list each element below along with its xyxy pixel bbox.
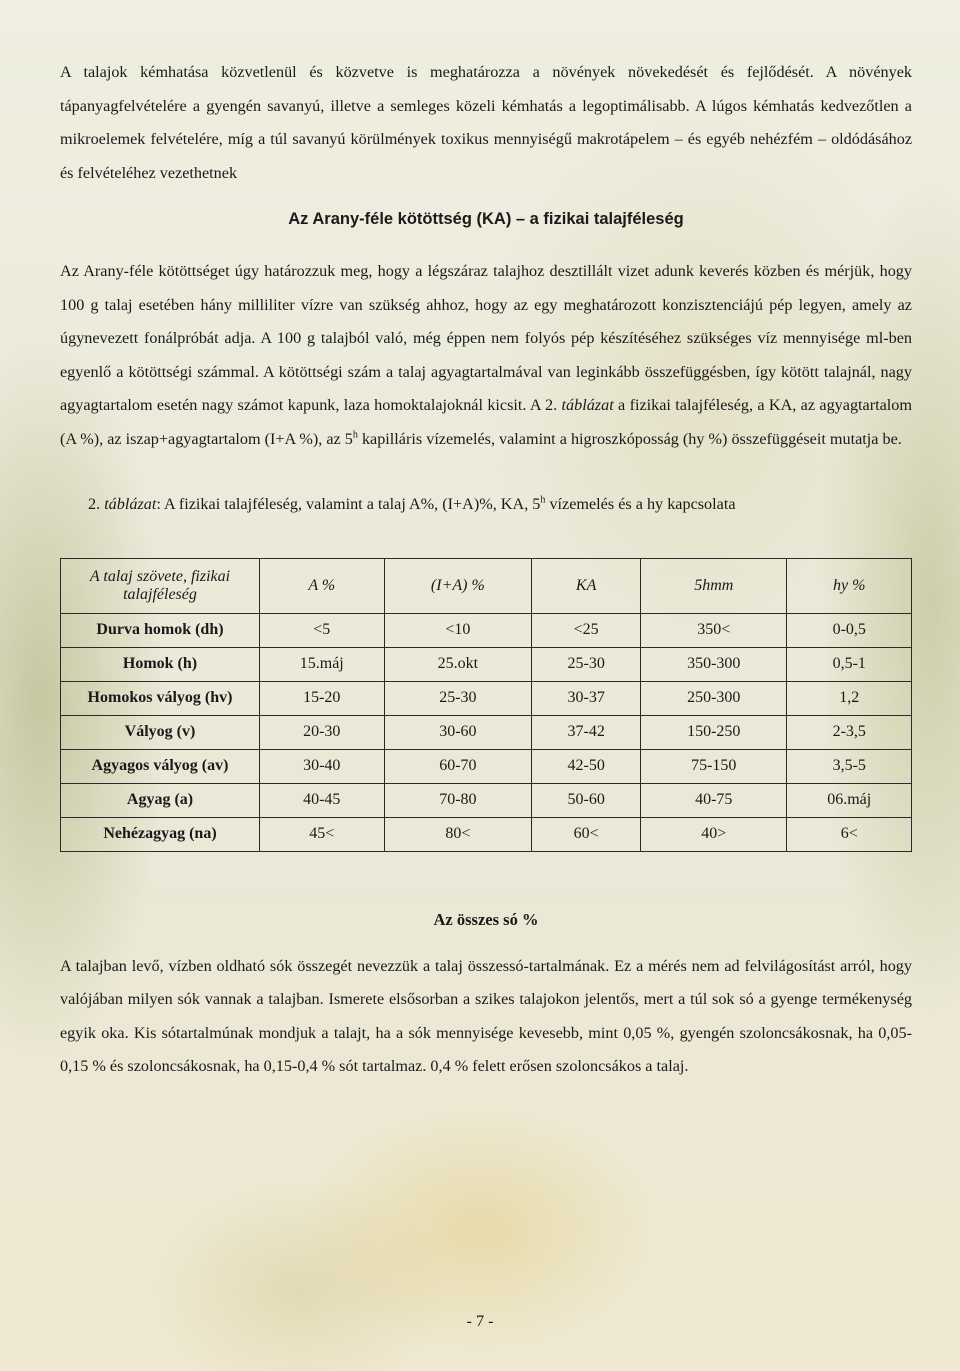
table-cell: 45<: [260, 817, 385, 851]
table-cell: 15.máj: [260, 647, 385, 681]
table-cell: 350<: [641, 613, 787, 647]
soil-type-cell: Durva homok (dh): [61, 613, 260, 647]
table-cell: 60-70: [384, 749, 532, 783]
table-row: [61, 715, 912, 749]
soil-type-cell: Nehézagyag (na): [61, 817, 260, 851]
table-cell: 60<: [532, 817, 641, 851]
table-row: [61, 749, 912, 783]
table-cell: 25.okt: [384, 647, 532, 681]
soil-type-cell: Agyagos vályog (av): [61, 749, 260, 783]
table-cell: 150-250: [641, 715, 787, 749]
table-cell: 30-60: [384, 715, 532, 749]
page-number: - 7 -: [466, 1312, 494, 1330]
table-caption-text-end: vízemelés és a hy kapcsolata: [545, 495, 736, 513]
intro-paragraph: A talajok kémhatása közvetlenül és közvetve is meghatározza a növények növekedését és fejlődését. A növények tápanyagfelvételére a gyengén savanyú, illetve a semleges közeli kémhatás a legoptimálisabb. A lúgos kémhatás kedvezőtlen a mikroelemek felvételére, míg a túl savanyú körülmények toxikus mennyiségű makrotápelem – és egyéb nehézfém – oldódásához és felvételéhez vezethetnek: [60, 63, 912, 182]
table-cell: 80<: [384, 817, 532, 851]
table-header-cell: A talaj szövete, fizikai talajféleség: [61, 558, 260, 613]
table-cell: <25: [532, 613, 641, 647]
table-cell: 50-60: [532, 783, 641, 817]
section-heading-salt: Az összes só %: [433, 909, 539, 929]
table-cell: 6<: [787, 817, 912, 851]
table-cell: 25-30: [384, 681, 532, 715]
table-cell: 1,2: [787, 681, 912, 715]
table-row: [61, 681, 912, 715]
table-caption: [60, 488, 912, 522]
table-row: [61, 613, 912, 647]
table-header-row: [61, 558, 912, 613]
table-cell: 75-150: [641, 749, 787, 783]
table-row: [61, 783, 912, 817]
table-row: [61, 817, 912, 851]
table-cell: 15-20: [260, 681, 385, 715]
table-body: [61, 613, 912, 851]
table-cell: 30-40: [260, 749, 385, 783]
table-header-cell: A %: [260, 558, 385, 613]
soil-type-cell: Homokos vályog (hv): [61, 681, 260, 715]
table-cell: 20-30: [260, 715, 385, 749]
table-row: [61, 647, 912, 681]
section-heading-ka: Az Arany-féle kötöttség (KA) – a fizikai talajféleség: [288, 210, 684, 228]
soil-type-cell: Vályog (v): [61, 715, 260, 749]
table-cell: 37-42: [532, 715, 641, 749]
table-cell: 40-75: [641, 783, 787, 817]
ka-paragraph-text-3: kapilláris vízemelés, valamint a higroszkóposság (hy %) összefüggéseit mutatja be.: [357, 429, 902, 448]
table-header-cell: hy %: [787, 558, 912, 613]
table-cell: <5: [260, 613, 385, 647]
table-cell: 350-300: [641, 647, 787, 681]
ka-paragraph: [60, 255, 912, 456]
table-caption-text: : A fizikai talajféleség, valamint a talaj A%, (I+A)%, KA, 5: [156, 495, 541, 513]
table-cell: 40>: [641, 817, 787, 851]
table-caption-superscript: h: [540, 494, 546, 506]
table-cell: <10: [384, 613, 532, 647]
soil-properties-table: [60, 558, 912, 852]
table-header-cell: KA: [532, 558, 641, 613]
table-cell: 3,5-5: [787, 749, 912, 783]
table-cell: 2-3,5: [787, 715, 912, 749]
ka-paragraph-text-1: Az Arany-féle kötöttséget úgy határozzuk meg, hogy a légszáraz talajhoz desztillált vizet adunk keverés közben és mérjük, hogy 100 g talaj esetében hány milliliter vízre van szükség ahhoz, hogy az egy meghatározott konzisztenciájú pép legyen, amely az úgynevezett fonálpróbát adja. A 100 g talajból való, még éppen nem folyós pép készítéséhez szükséges víz mennyisége ml-ben egyenlő a kötöttségi számmal. A kötöttségi szám a talaj agyagtartalmával van leginkább összefüggésben, így kötött talajnál, nagy agyagtartalom esetén nagy számot kapunk, laza homoktalajoknál kicsit. A 2.: [60, 262, 912, 414]
table-cell: 70-80: [384, 783, 532, 817]
ka-paragraph-text-2: a fizikai talajféleség, a KA, az agyagtartalom (A %), az iszap+agyagtartalom (I+A %), az 5: [60, 396, 912, 448]
table-caption-label: táblázat: [104, 495, 157, 513]
table-header-cell: 5hmm: [641, 558, 787, 613]
table-header-cell: (I+A) %: [384, 558, 532, 613]
table-cell: 0,5-1: [787, 647, 912, 681]
salt-paragraph: A talajban levő, vízben oldható sók összegét nevezzük a talaj összessó-tartalmának. Ez a mérés nem ad felvilágosítást arról, hogy valójában milyen sók vannak a talajban. Ismerete elsősorban a szikes talajokon jelentős, mert a túl sok só a gyenge termékenység egyik oka. Kis sótartalmúnak mondjuk a talajt, ha a sók mennyisége kevesebb, mint 0,05 %, gyengén szoloncsákosnak, ha 0,05-0,15 % és szoloncsákosnak, ha 0,15-0,4 % sót tartalmaz. 0,4 % felett erősen szoloncsákos a talaj.: [60, 956, 912, 1075]
table-cell: 40-45: [260, 783, 385, 817]
table-reference: táblázat: [561, 396, 614, 414]
document-page: [60, 56, 912, 1084]
table-cell: 0-0,5: [787, 613, 912, 647]
soil-type-cell: Agyag (a): [61, 783, 260, 817]
table-cell: 06.máj: [787, 783, 912, 817]
table-cell: 42-50: [532, 749, 641, 783]
superscript: h: [352, 429, 358, 441]
table-caption-number: 2.: [88, 495, 101, 513]
soil-type-cell: Homok (h): [61, 647, 260, 681]
table-cell: 250-300: [641, 681, 787, 715]
table-cell: 30-37: [532, 681, 641, 715]
table-cell: 25-30: [532, 647, 641, 681]
